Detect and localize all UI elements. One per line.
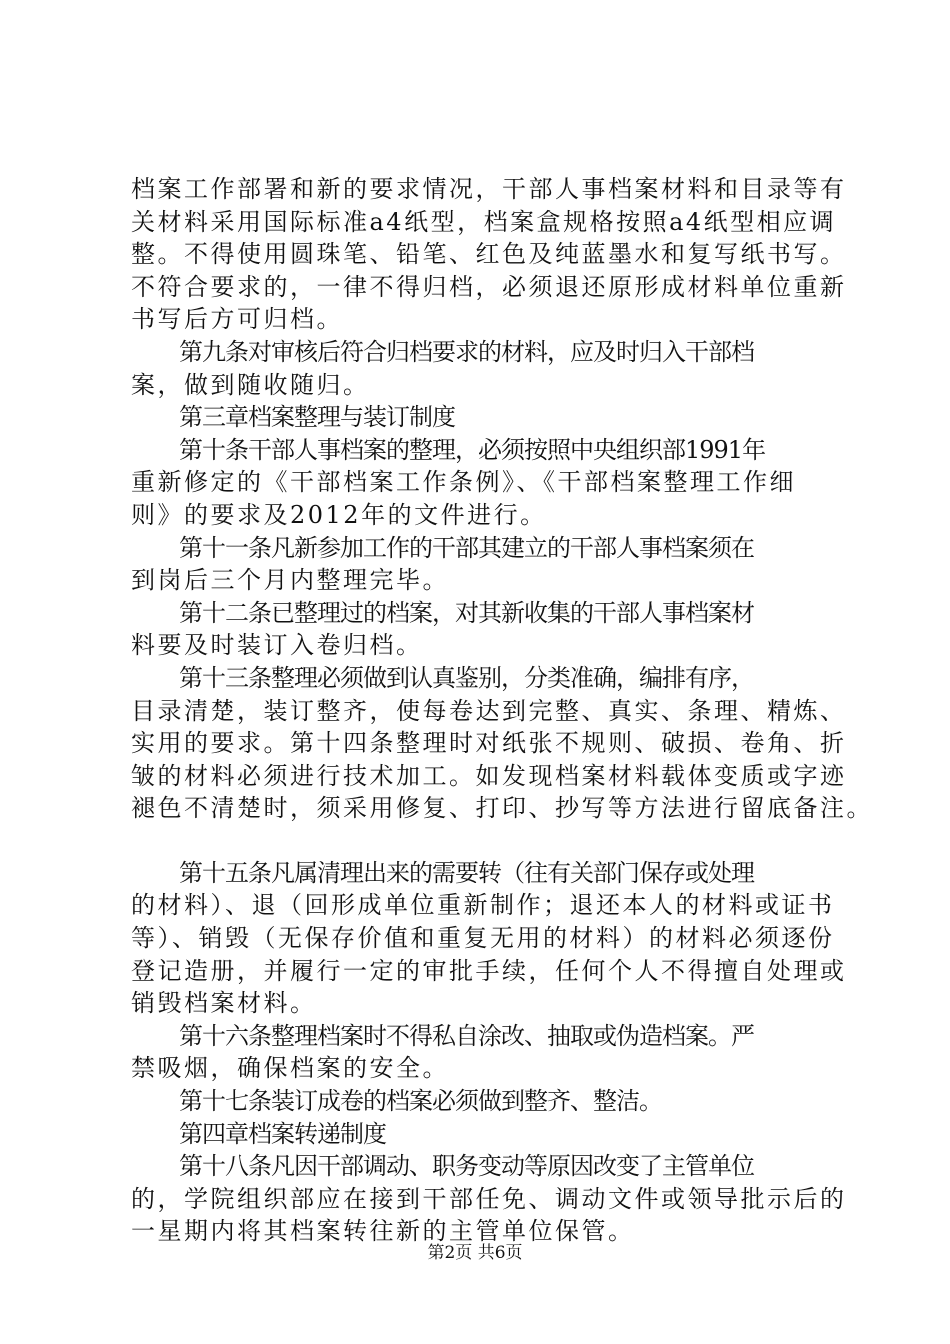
text-line: 实用的要求。第十四条整理时对纸张不规则、破损、卷角、折 — [131, 729, 847, 758]
text-line: 第四章档案转递制度 — [179, 1119, 386, 1148]
text-line: 的材料）、退（回形成单位重新制作；退还本人的材料或证书 — [131, 891, 835, 920]
text-line: 第十六条整理档案时不得私自涂改、抽取或伪造档案。严 — [179, 1021, 754, 1050]
text-line: 第三章档案整理与装订制度 — [179, 403, 455, 432]
text-line: 不符合要求的，一律不得归档，必须退还原形成材料单位重新 — [131, 272, 847, 301]
text-line: 禁吸烟，确保档案的安全。 — [131, 1054, 449, 1083]
text-line: 褪色不清楚时，须采用修复、打印、抄写等方法进行留底备注。 — [131, 794, 873, 823]
text-line: 案，做到随收随归。 — [131, 370, 370, 399]
text-line: 整。不得使用圆珠笔、铅笔、红色及纯蓝墨水和复写纸书写。 — [131, 240, 847, 269]
text-line: 关材料采用国际标准a4纸型，档案盒规格按照a4纸型相应调 — [131, 207, 837, 236]
text-line: 第十五条凡属清理出来的需要转（往有关部门保存或处理 — [179, 858, 754, 887]
page-footer: 第2页 共6页 — [427, 1243, 523, 1263]
text-line: 目录清楚，装订整齐，使每卷达到完整、真实、条理、精炼、 — [131, 696, 847, 725]
text-line: 到岗后三个月内整理完毕。 — [131, 566, 449, 595]
text-line: 第十二条已整理过的档案，对其新收集的干部人事档案材 — [179, 598, 754, 627]
text-line: 的，学院组织部应在接到干部任免、调动文件或领导批示后的 — [131, 1184, 847, 1213]
text-line: 第九条对审核后符合归档要求的材料，应及时归入干部档 — [179, 337, 754, 366]
text-line: 重新修定的《干部档案工作条例》、《干部档案整理工作细 — [131, 468, 796, 497]
text-line: 第十一条凡新参加工作的干部其建立的干部人事档案须在 — [179, 533, 754, 562]
text-line: 第十条干部人事档案的整理，必须按照中央组织部1991年 — [179, 435, 766, 464]
document-body — [131, 173, 873, 1248]
text-line: 书写后方可归档。 — [131, 305, 343, 334]
text-line: 档案工作部署和新的要求情况，干部人事档案材料和目录等有 — [131, 175, 847, 203]
text-line: 一星期内将其档案转往新的主管单位保管。 — [131, 1217, 635, 1246]
text-line: 登记造册，并履行一定的审批手续，任何个人不得擅自处理或 — [131, 956, 847, 985]
text-line: 则》的要求及2012年的文件进行。 — [131, 500, 547, 529]
text-line: 销毁档案材料。 — [131, 989, 317, 1018]
text-line: 第十七条装订成卷的档案必须做到整齐、整洁。 — [179, 1087, 662, 1116]
text-line: 皱的材料必须进行技术加工。如发现档案材料载体变质或字迹 — [131, 761, 847, 790]
blank-line — [131, 825, 841, 857]
text-line: 等）、销毁（无保存价值和重复无用的材料）的材料必须逐份 — [131, 924, 835, 953]
text-line: 料要及时装订入卷归档。 — [131, 631, 423, 660]
text-line: 第十三条整理必须做到认真鉴别，分类准确，编排有序， — [179, 663, 754, 692]
text-line: 第十八条凡因干部调动、职务变动等原因改变了主管单位 — [179, 1152, 754, 1181]
